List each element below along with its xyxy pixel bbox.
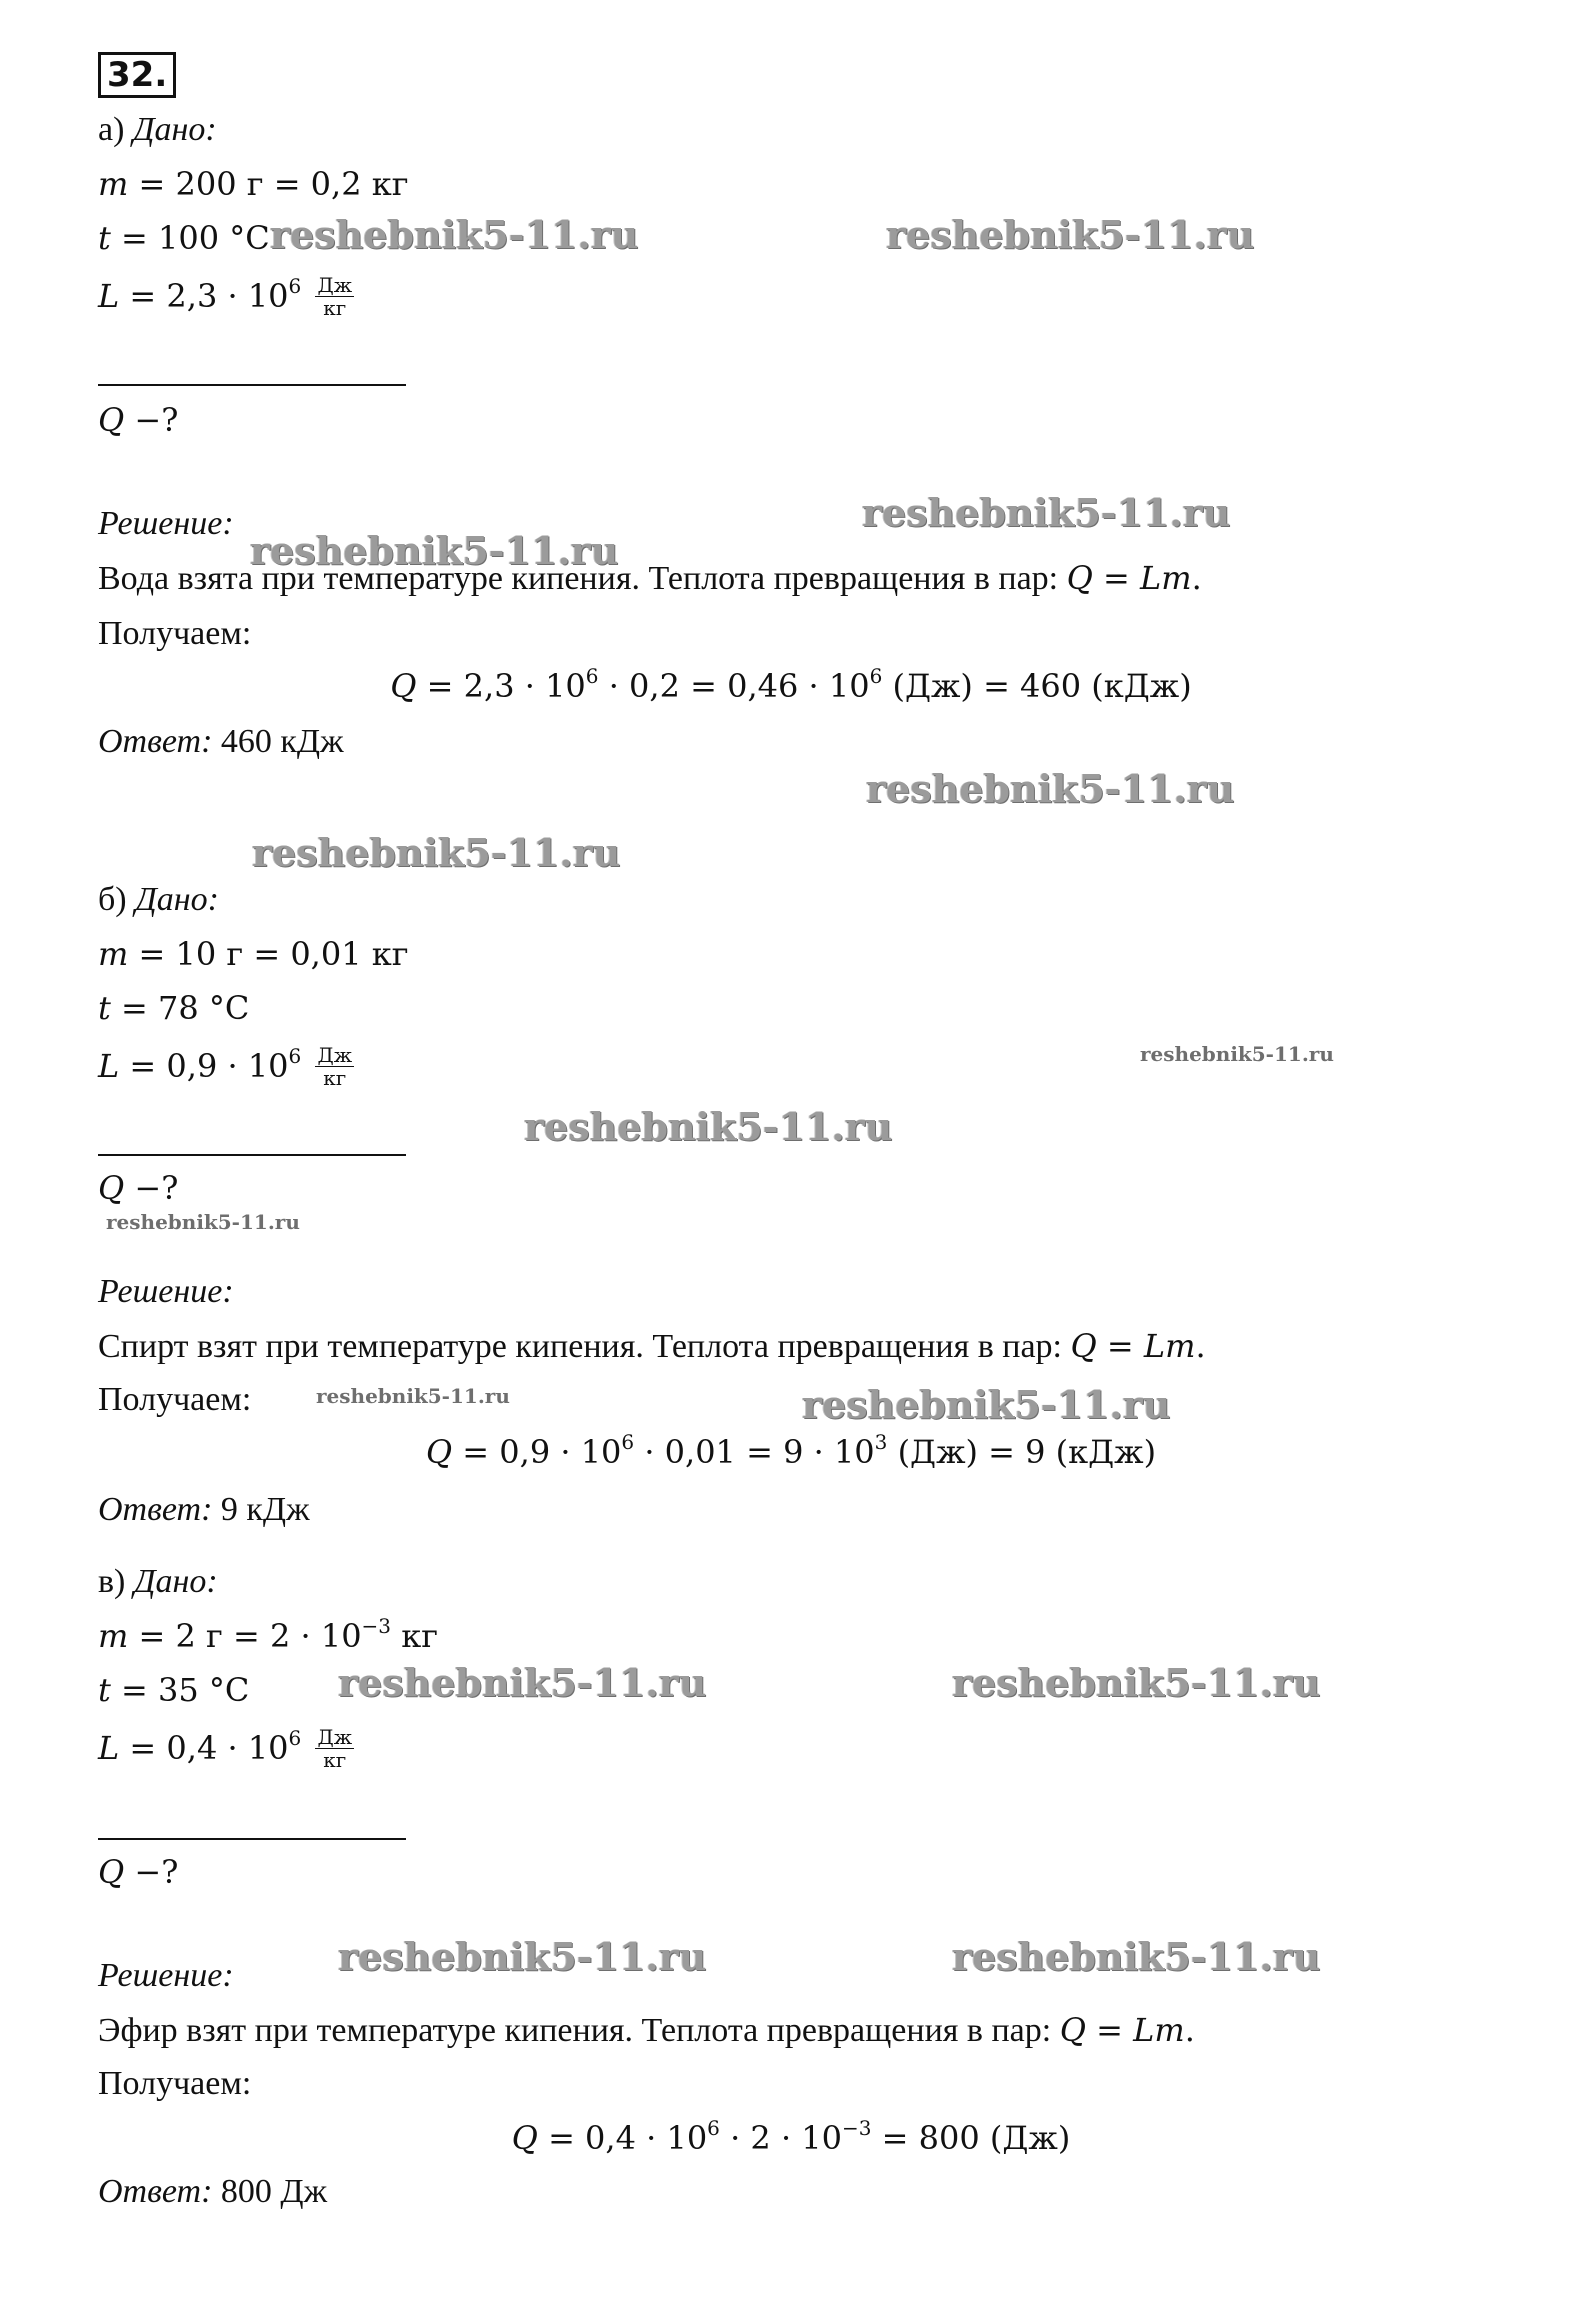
watermark: reshebnik5-11.ru bbox=[524, 1104, 893, 1149]
part-b-given-label: Дано: bbox=[135, 881, 219, 918]
problem-number: 32. bbox=[98, 52, 176, 98]
part-c-formula-inline: 𝑄 = 𝐿𝑚. bbox=[1059, 2011, 1195, 2049]
part-a-calc-e2: 6 bbox=[869, 664, 883, 688]
part-b-answer-label: Ответ: bbox=[98, 1491, 213, 1528]
part-c-L-den: кг bbox=[323, 1748, 347, 1772]
part-b-L-main: 𝐿 = 0,9 · 10 bbox=[98, 1047, 289, 1085]
part-b-calc-a: 𝑄 = 0,9 · 10 bbox=[425, 1433, 622, 1471]
part-b-answer bbox=[98, 1490, 310, 1530]
watermark: reshebnik5-11.ru bbox=[338, 1660, 707, 1705]
part-c-mass-b: кг bbox=[391, 1617, 438, 1655]
watermark: reshebnik5-11.ru bbox=[252, 830, 621, 875]
part-c-label: в) bbox=[98, 1563, 126, 1600]
part-b-L-den: кг bbox=[323, 1066, 347, 1090]
part-c-answer bbox=[98, 2172, 327, 2212]
part-c-L-main: 𝐿 = 0,4 · 10 bbox=[98, 1729, 289, 1767]
part-b-L-exp: 6 bbox=[288, 1044, 302, 1068]
part-b-solution-sentence: Спирт взят при температуре кипения. Теплота превращения в пар: bbox=[98, 1328, 1071, 1365]
watermark: reshebnik5-11.ru bbox=[1140, 1042, 1334, 1066]
part-c-L-unit bbox=[315, 1726, 354, 1771]
part-a-get: Получаем: bbox=[98, 615, 252, 652]
part-a-label: а) bbox=[98, 111, 125, 148]
part-b-get: Получаем: bbox=[98, 1381, 252, 1418]
part-b-answer-value: 9 кДж bbox=[212, 1491, 310, 1528]
part-c-answer-value: 800 Дж bbox=[212, 2173, 328, 2210]
part-c-calc-e1: 6 bbox=[707, 2116, 720, 2140]
watermark: reshebnik5-11.ru bbox=[250, 528, 619, 573]
part-a-formula-inline: 𝑄 = 𝐿𝑚. bbox=[1066, 559, 1202, 597]
part-b-given bbox=[98, 880, 219, 920]
part-c-get: Получаем: bbox=[98, 2065, 252, 2102]
part-c-divider bbox=[98, 1838, 406, 1840]
part-a-L-main: 𝐿 = 2,3 · 10 bbox=[98, 277, 289, 315]
part-b-calc-b: · 0,01 = 9 · 10 bbox=[634, 1433, 875, 1471]
part-a-temperature: 𝑡 = 100 °C bbox=[98, 219, 270, 257]
part-a-answer bbox=[98, 722, 344, 762]
part-a-calc-a: 𝑄 = 2,3 · 10 bbox=[390, 667, 586, 705]
part-b-formula-inline: 𝑄 = 𝐿𝑚. bbox=[1070, 1327, 1206, 1365]
part-b-temperature: 𝑡 = 78 °C bbox=[98, 989, 250, 1027]
part-c-calc-a: 𝑄 = 0,4 · 10 bbox=[511, 2119, 708, 2157]
part-c-find: 𝑄 −? bbox=[98, 1853, 179, 1891]
part-c-given-label: Дано: bbox=[133, 1563, 218, 1600]
part-c-solution-sentence: Эфир взят при температуре кипения. Теплота превращения в пар: bbox=[98, 2012, 1060, 2049]
watermark: reshebnik5-11.ru bbox=[952, 1934, 1321, 1979]
part-a-L-den: кг bbox=[323, 296, 347, 320]
part-b-find: 𝑄 −? bbox=[98, 1169, 179, 1207]
part-c-solution-label: Решение: bbox=[98, 1957, 234, 1994]
part-a-given-label: Дано: bbox=[132, 111, 217, 148]
part-a-L-exp: 6 bbox=[288, 274, 302, 298]
part-a-solution-label: Решение: bbox=[98, 505, 234, 542]
part-c-given bbox=[98, 1562, 218, 1602]
part-b-divider bbox=[98, 1154, 406, 1156]
part-c-answer-label: Ответ: bbox=[98, 2173, 213, 2210]
part-b-calc-c: (Дж) = 9 (кДж) bbox=[887, 1433, 1157, 1471]
part-a-find: 𝑄 −? bbox=[98, 401, 179, 439]
part-a-solution-sentence: Вода взята при температуре кипения. Теплота превращения в пар: bbox=[98, 560, 1067, 597]
watermark: reshebnik5-11.ru bbox=[338, 1934, 707, 1979]
part-a-answer-label: Ответ: bbox=[98, 723, 213, 760]
part-c-mass-a: 𝑚 = 2 г = 2 · 10 bbox=[98, 1617, 362, 1655]
watermark: reshebnik5-11.ru bbox=[952, 1660, 1321, 1705]
part-a-L-unit bbox=[315, 274, 354, 319]
part-b-solution-text bbox=[98, 1326, 1206, 1367]
watermark: reshebnik5-11.ru bbox=[862, 490, 1231, 535]
part-a-answer-value: 460 кДж bbox=[212, 723, 344, 760]
part-a-mass: 𝑚 = 200 г = 0,2 кг bbox=[98, 165, 409, 203]
part-b-L-num: Дж bbox=[317, 1043, 353, 1067]
part-a-divider bbox=[98, 384, 406, 386]
part-a-calc-b: · 0,2 = 0,46 · 10 bbox=[598, 667, 870, 705]
part-b-L-unit bbox=[315, 1044, 354, 1089]
part-c-L-num: Дж bbox=[317, 1725, 353, 1749]
watermark: reshebnik5-11.ru bbox=[106, 1210, 300, 1234]
part-a-calculation bbox=[0, 666, 1582, 710]
watermark: reshebnik5-11.ru bbox=[802, 1382, 1171, 1427]
part-c-mass bbox=[98, 1616, 438, 1660]
part-b-heat-constant bbox=[98, 1043, 354, 1091]
part-a-given bbox=[98, 110, 217, 150]
part-c-calc-e2: −3 bbox=[842, 2116, 872, 2140]
part-c-mass-exp: −3 bbox=[361, 1614, 392, 1638]
part-b-calc-e1: 6 bbox=[621, 1430, 635, 1454]
part-a-L-num: Дж bbox=[317, 273, 353, 297]
part-c-L-exp: 6 bbox=[288, 1726, 302, 1750]
part-a-heat-constant bbox=[98, 273, 354, 321]
part-c-heat-constant bbox=[98, 1725, 354, 1773]
part-c-temperature: 𝑡 = 35 °C bbox=[98, 1671, 250, 1709]
watermark: reshebnik5-11.ru bbox=[866, 766, 1235, 811]
part-b-label: б) bbox=[98, 881, 127, 918]
part-c-calculation bbox=[0, 2118, 1582, 2162]
watermark: reshebnik5-11.ru bbox=[886, 212, 1255, 257]
part-b-mass: 𝑚 = 10 г = 0,01 кг bbox=[98, 935, 409, 973]
part-c-calc-c: = 800 (Дж) bbox=[871, 2119, 1071, 2157]
part-a-calc-e1: 6 bbox=[585, 664, 599, 688]
part-c-solution-text bbox=[98, 2010, 1195, 2051]
watermark: reshebnik5-11.ru bbox=[316, 1384, 510, 1408]
part-b-calculation bbox=[0, 1432, 1582, 1476]
part-a-calc-c: (Дж) = 460 (кДж) bbox=[882, 667, 1192, 705]
part-b-solution-label: Решение: bbox=[98, 1273, 234, 1310]
part-c-calc-b: · 2 · 10 bbox=[719, 2119, 843, 2157]
watermark: reshebnik5-11.ru bbox=[270, 212, 639, 257]
part-b-calc-e2: 3 bbox=[874, 1430, 888, 1454]
